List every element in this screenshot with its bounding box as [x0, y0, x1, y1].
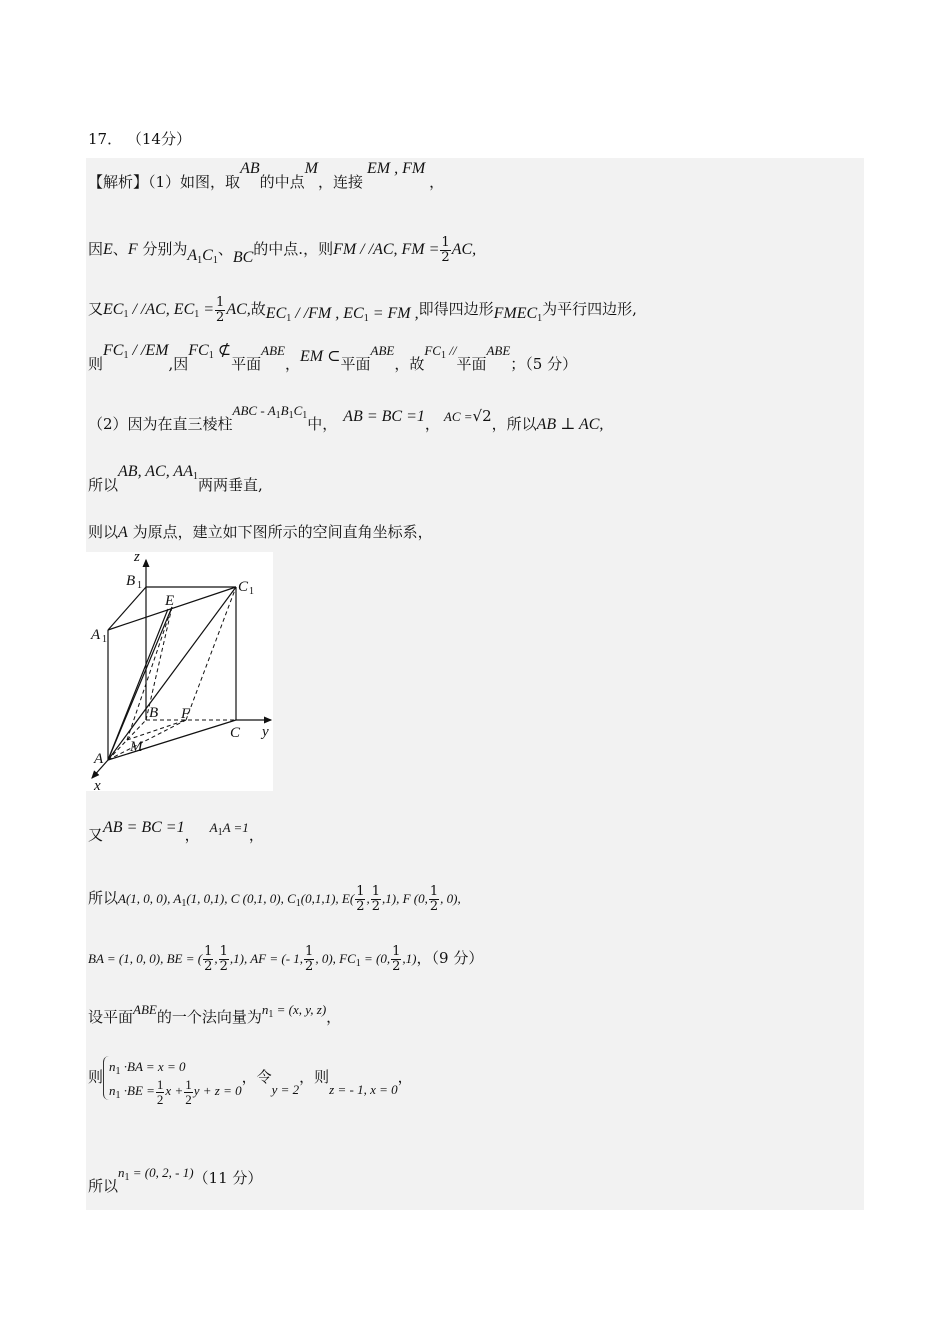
label-a: A: [94, 751, 104, 767]
solution-line-2: 因E、F 分别为$A_1C_1$、BC的中点.，则FM / /AC, FM = $\frac{1}{2}$ AC,: [88, 235, 477, 267]
solution-line-12: 则 $n_1 \cdot BA = x = 0$ $n_1 \cdot BE$ = $\frac{1}{2}$ x + $\frac{1}{2}$ y + z = 0 ，令y = 2，则z = - 1, x = 0，: [88, 1056, 413, 1100]
label-b: B: [149, 705, 159, 721]
question-number: 17．: [88, 130, 123, 148]
solution-line-4: 则$FC_1 / /EM$,因$FC_1$ ⊄平面ABE，EM ⊂平面ABE，故$FC_1$ //平面ABE；（5 分）: [88, 342, 578, 373]
svg-text:1: 1: [249, 586, 254, 597]
solution-line-13: 所以$n_1 = (0$, 2, - 1)（11 分）: [88, 1165, 263, 1195]
label-z: z: [134, 552, 140, 565]
label-x: x: [94, 778, 101, 791]
label-c1: C: [238, 579, 249, 595]
solution-line-10: BA = (1, 0, 0), BE = ( $\frac{1}{2}$ , $\frac{1}{2}$ ,1), AF = (- 1, $\frac{1}{2}$ , 0), $FC_1 = (0$, $\frac{1}{2}$ ,1)，（9 分）: [88, 944, 484, 974]
solution-line-1: 【解析】（1）如图，取AB的中点M，连接EM , FM，: [88, 160, 445, 191]
coordinate-figure: [86, 552, 273, 791]
label-y: y: [262, 724, 269, 740]
label-m: M: [130, 739, 143, 755]
solution-line-6: 所以AB, AC, $AA_1$两两垂直,: [88, 463, 263, 494]
label-f: F: [181, 706, 191, 722]
label-c: C: [230, 725, 241, 741]
svg-text:1: 1: [102, 634, 107, 645]
prism-diagram: [86, 552, 273, 791]
solution-line-3: 又$EC_1 / /AC$, $EC_1$ = $\frac{1}{2}$ AC,故$EC_1 / /FM$ , $EC_1$ = FM ,即得四边形$FMEC_1$为平行四边形,: [88, 295, 637, 325]
label-b1: B: [126, 573, 136, 589]
solution-line-8: 又AB = BC =1， $A_1A =1$，: [88, 819, 264, 844]
label-e: E: [165, 593, 175, 609]
svg-text:1: 1: [137, 580, 142, 591]
label-a1: A: [91, 627, 101, 643]
question-header: [88, 128, 191, 149]
solution-line-9: 所以A(1, 0, 0), $A_1(1$, 0,1), C (0,1, 0), $C_1(0,1,1)$, E( $\frac{1}{2}$ , $\frac{1}{2}$ ,1), F (0, $\frac{1}{2}$ , 0),: [88, 884, 461, 914]
equation-system: $n_1 \cdot BA = x = 0$ $n_1 \cdot BE$ = $\frac{1}{2}$ x + $\frac{1}{2}$ y + z = 0: [103, 1056, 242, 1100]
solution-line-11: 设平面ABE的一个法向量为$n_1 = (x$, y, z)，: [88, 1002, 342, 1026]
solution-line-5: （2）因为在直三棱柱ABC - $A_1B_1C_1$中， AB = BC =1， AC =√2，所以AB ⊥ AC,: [88, 403, 604, 433]
question-score: （14分）: [126, 130, 191, 148]
solution-line-7: 则以A 为原点，建立如下图所示的空间直角坐标系，: [88, 523, 433, 541]
